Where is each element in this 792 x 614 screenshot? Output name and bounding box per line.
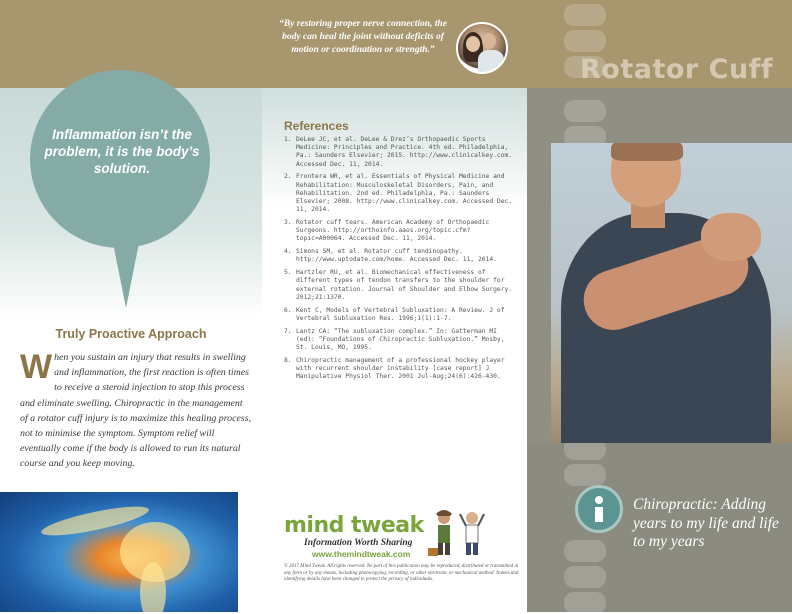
logo-tagline: Information Worth Sharing: [304, 538, 413, 548]
section-heading: Truly Proactive Approach: [55, 327, 207, 341]
brand-mascots-icon: [424, 508, 504, 558]
header-quote: “By restoring proper nerve connection, the body can heal the joint without deficits of motion or coordination or strength.”: [279, 19, 447, 56]
shoulder-xray-image: [0, 492, 238, 612]
speech-bubble-tail: [112, 238, 140, 308]
reference-item: 4. Simons SM, et al. Rotator cuff tendinopathy. http://www.uptodate.com/home. Accessed Dec. 11, 2014.: [284, 248, 497, 264]
reference-item: 3. Rotator cuff tears. American Academy of Orthopaedic Surgeons. http://orthoinfo.aaos.org/topic.cfm?topic=A00064. Accessed Dec. 11, 2014.: [284, 219, 490, 243]
info-callout-text: Chiropractic: Adding years to my life and life to my years: [633, 496, 779, 550]
section-body-text: hen you sustain an injury that results in swelling and inflammation, the first reaction is often times to receive a steroid injection to stop this process and eliminate swelling. Chiropractic in the management of a rotator cuff injury is to maximize this healing process, not to minimise the symptom. Symptom relief will eventually come if the body is allowed to run its natural course and you keep moving.: [20, 352, 252, 470]
copyright-notice: © 2017 Mind Tweak. All rights reserved. No part of this publication may be reproduced, distributed or transmitted in any form or by any means, including photocopying, recording, or other electronic or mechanical method. Names and identifying details have been changed to protect the privacy of individuals.: [284, 564, 519, 583]
section-body: [20, 350, 252, 472]
reference-item: 7. Lantz CA: “The subluxation complex.” In: Gatterman MI (ed): “Foundations of Chiropractic Subluxation.” Mosby, St. Louis, MO, 1995.: [284, 327, 505, 352]
reference-item: 8. Chiropractic management of a professional hockey player with recurrent shoulder instability [case report] J Manipulative Physiol Ther. 2001 Jul-Aug;24(6):426-430.: [284, 356, 505, 381]
reference-item: 2. Frontera WR, et al. Essentials of Physical Medicine and Rehabilitation: Musculoskeletal Disorders, Pain, and Rehabilitation. 2nd ed. Philadelphia, Pa.: Saunders Elsevier; 2008. http://www.clinicalkey.com. Accessed Dec. 11, 2014.: [284, 173, 513, 214]
bubble-text: Inflammation isn’t the problem, it is the body’s solution.: [44, 127, 200, 176]
logo-url: www.themindtweak.com: [312, 549, 411, 559]
couple-photo: [456, 22, 508, 74]
logo-wordmark: mind tweak: [284, 513, 424, 538]
drop-cap: W: [20, 348, 53, 386]
references-heading: References: [284, 119, 349, 133]
brand-logo: [284, 513, 424, 563]
man-shoulder-pain-photo: [551, 143, 792, 443]
reference-item: 1. DeLee JC, et al. DeLee & Drez’s Orthopaedic Sports Medicine: Principles and Practice. 4th ed. Philadelphia, Pa.: Saunders Elsevier; 2015. http://www.clinicalkey.com. Accessed Dec. 11, 2014.: [284, 136, 513, 168]
reference-item: 5. Hartzler RU, et al. Biomechanical effectiveness of different types of tendon transfers to the shoulder for external rotation. Journal of Shoulder and Elbow Surgery. 2012;21:1370.: [284, 269, 513, 301]
references-list: [284, 136, 516, 386]
page-title: Rotator Cuff: [580, 54, 774, 85]
reference-item: 6. Kent C, Models of Vertebral Subluxation: A Review. J of Vertebral Subluxation Res. 1996;1(1):1-7.: [284, 306, 505, 322]
info-icon: [575, 485, 623, 533]
